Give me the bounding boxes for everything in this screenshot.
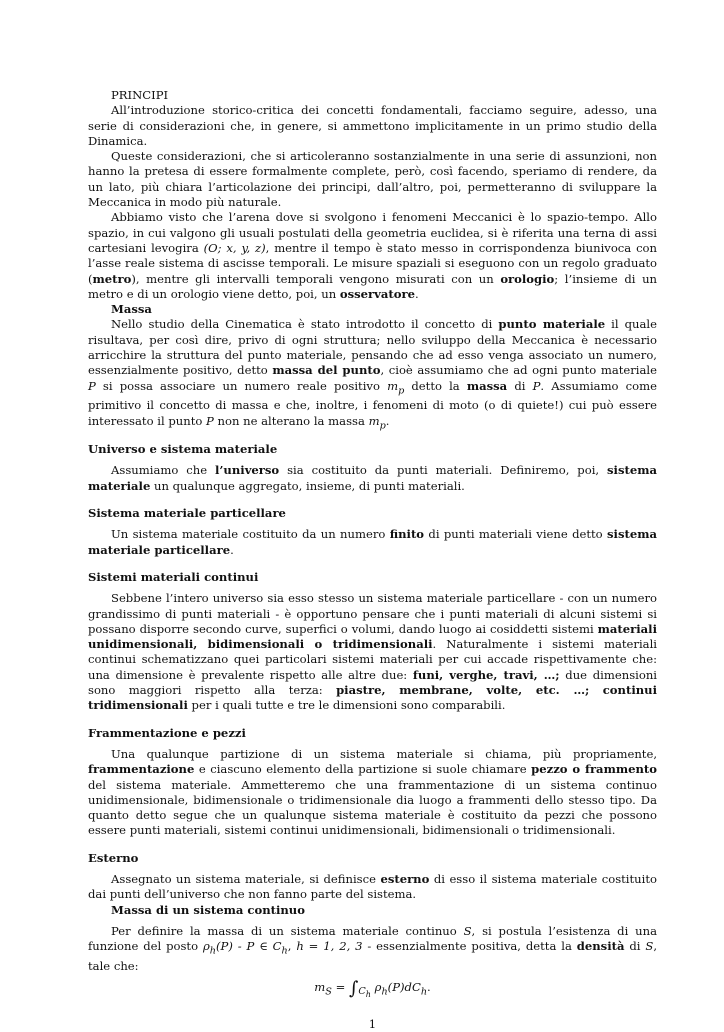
esterno-paragraph: Assegnato un sistema materiale, si definisce esterno di esso il sistema materiale costituito dai punti dell’universo che non fanno parte del sistema.	[88, 871, 657, 902]
continui-paragraph: Sebbene l’intero universo sia esso stesso un sistema materiale particellare - con un numero grandissimo di punti materiali - è opportuno pensare che i punti materiali di alcuni sistemi si possano disporre secondo curve, superfici o volumi, dando luogo ai cosiddetti sistemi materiali unidimensionali, bidimensionali o tridimensionali. Naturalmente i sistemi materiali continui schematizzano quei particolari sistemi materiali per cui accade rispettivamente che: una dimensione è prevalente rispetto alle altre due: funi, verghe, travi, …; due dimensioni sono maggiori rispetto alla terza: piastre, membrane, volte, etc. …; continui tridimensionali per i quali tutte e tre le dimensioni sono comparabili.	[88, 591, 658, 713]
heading-massa: Massa	[111, 302, 152, 317]
section-title: PRINCIPI	[111, 88, 169, 102]
mass-integral-equation: $m_S = \int_{C_h}$ $\rho_h(P)dC_h$.	[314, 978, 431, 1000]
page-number: 1	[368, 1016, 377, 1031]
heading-continui: Sistemi materiali continui	[88, 569, 259, 584]
document-page	[88, 88, 657, 1032]
massa-continuo-paragraph: Per definire la massa di un sistema materiale continuo S, si postula l’esistenza di una funzione del posto $\rho_h(P)$ - P ∈ $C_h$, h = 1, 2, 3 - essenzialmente positiva, detta la densità di S, tale che:	[88, 923, 657, 973]
intro-paragraph-2: Queste considerazioni, che si articoleranno sostanzialmente in una serie di assunzioni, non hanno la pretesa di essere formalmente complete, però, così facendo, speriamo di rendere, da un lato, più chiara l’articolazione dei principi, dall’altro, poi, permetteranno di sviluppare la Meccanica in modo più naturale.	[88, 149, 657, 210]
massa-paragraph: Nello studio della Cinematica è stato introdotto il concetto di punto materiale il quale risultava, per così dire, privo di ogni struttura; nello sviluppo della Meccanica è necessario arricchire la struttura del punto materiale, pensando che ad esso venga associato un numero, essenzialmente positivo, detto massa del punto, cioè assumiamo che ad ogni punto materiale P si possa associare un numero reale positivo $m_p$ detto la massa di P. Assumiamo come primitivo il concetto di massa e che, inoltre, i fenomeni di moto (o di quiete!) cui può essere interessato il punto P non ne alterano la massa $m_p$.	[88, 317, 658, 431]
intro-paragraph-3: Abbiamo visto che l’arena dove si svolgono i fenomeni Meccanici è lo spazio-tempo. Allo spazio, in cui valgono gli usuali postulati della geometria euclidea, si è riferita una terna di assi cartesiani levogira (O; x, y, z), mentre il tempo è stato messo in corrispondenza biunivoca con l’asse reale sistema di ascisse temporali. Le misure spaziali si eseguono con un regolo graduato (metro), mentre gli intervalli temporali vengono misurati con un orologio; l’insieme di un metro e di un orologio viene detto, poi, un osservatore.	[88, 210, 658, 301]
heading-universo: Universo e sistema materiale	[88, 442, 278, 457]
universo-paragraph: Assumiamo che l’universo sia costituito da punti materiali. Definiremo, poi, sistema materiale un qualunque aggregato, insieme, di punti materiali.	[88, 463, 657, 493]
frammentazione-paragraph: Una qualunque partizione di un sistema materiale si chiama, più propriamente, frammentazione e ciascuno elemento della partizione si suole chiamare pezzo o frammento del sistema materiale. Ammetteremo che una frammentazione di un sistema continuo unidimensionale, bidimensionale o tridimensionale dia luogo a frammenti dello stesso tipo. Da quanto detto segue che un qualunque sistema materiale è costituito da pezzi che possono essere punti materiali, sistemi continui unidimensionali, bidimensionali o tridimensionali.	[88, 746, 657, 838]
particellare-paragraph: Un sistema materiale costituito da un numero finito di punti materiali viene detto sistema materiale particellare.	[88, 527, 657, 557]
intro-paragraph-1: All’introduzione storico-critica dei concetti fondamentali, facciamo seguire, adesso, una serie di considerazioni che, in genere, si ammettono implicitamente in un primo studio della Dinamica.	[88, 103, 657, 148]
heading-particellare: Sistema materiale particellare	[88, 506, 286, 521]
heading-frammentazione: Frammentazione e pezzi	[88, 725, 246, 740]
heading-esterno: Esterno	[88, 850, 139, 865]
heading-massa-continuo: Massa di un sistema continuo	[111, 902, 305, 917]
